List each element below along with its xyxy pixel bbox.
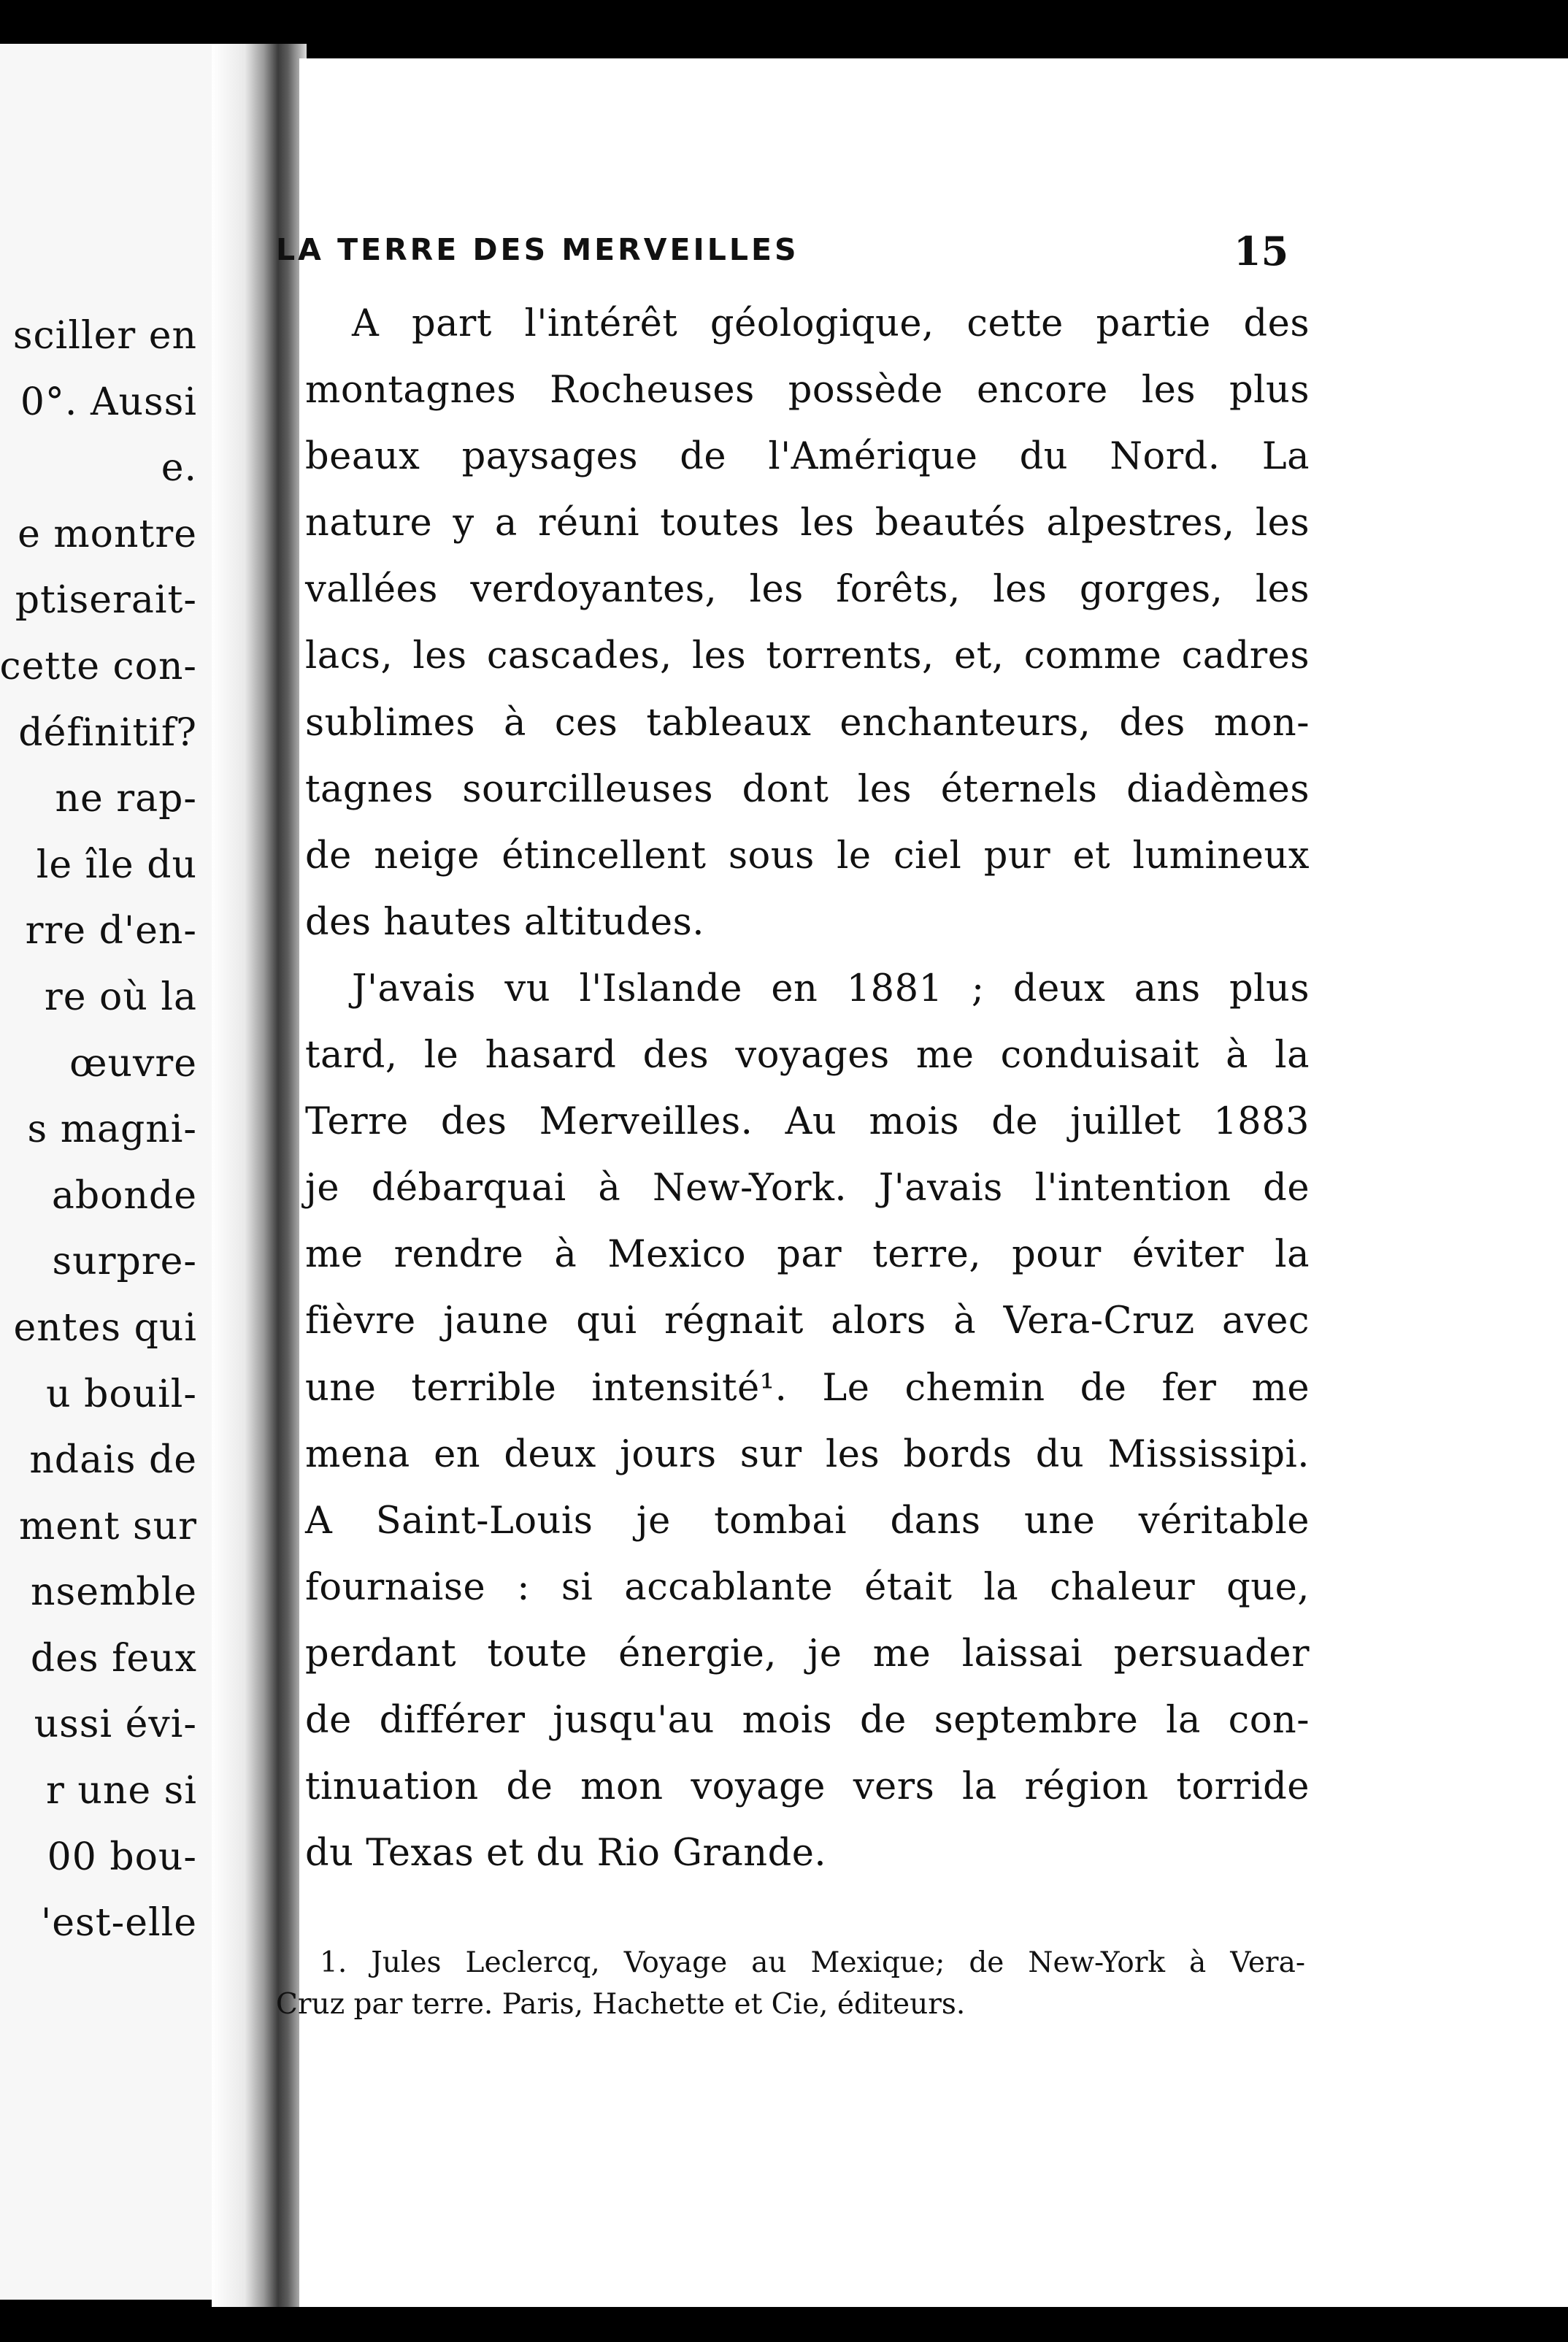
footnote [276, 1942, 1313, 2025]
text-line: de différer jusqu'au mois de septembre la con- [305, 1698, 1310, 1742]
previous-page-line: définitif? [18, 710, 197, 755]
text-line: je débarquai à New-York. J'avais l'intention de [305, 1167, 1310, 1210]
footnote-line: Cruz par terre. Paris, Hachette et Cie, éditeurs. [276, 1988, 966, 2021]
previous-page-line: des feux [30, 1636, 197, 1681]
text-line: fournaise : si accablante était la chaleur que, [305, 1565, 1310, 1609]
text-line: du Texas et du Rio Grande. [305, 1832, 827, 1875]
previous-page-line: surpre- [52, 1240, 197, 1284]
previous-page-line: sciller en [12, 314, 197, 358]
text-line: Terre des Merveilles. Au mois de juillet 1883 [305, 1100, 1310, 1144]
text-line: me rendre à Mexico par terre, pour éviter la [305, 1233, 1310, 1277]
text-line: nature y a réuni toutes les beautés alpestres, les [305, 502, 1310, 545]
previous-page-line: ne rap- [55, 777, 197, 821]
previous-page-line: le île du [36, 842, 197, 887]
previous-page-line: ptiserait- [15, 578, 197, 623]
previous-page-line: ndais de [29, 1438, 197, 1483]
text-line: tinuation de mon voyage vers la région torride [305, 1765, 1310, 1809]
previous-page-line: 'est-elle [40, 1901, 197, 1946]
previous-page-line: re où la [44, 975, 197, 1019]
page-number: 15 [1234, 228, 1289, 274]
main-text [305, 291, 1310, 1886]
text-line: J'avais vu l'Islande en 1881 ; deux ans plus [352, 967, 1310, 1010]
text-line: perdant toute énergie, je me laissai persuader [305, 1632, 1310, 1675]
text-line: vallées verdoyantes, les forêts, les gorges, les [305, 568, 1310, 612]
text-line: une terrible intensité¹. Le chemin de fer me [305, 1366, 1310, 1410]
previous-page-line: abonde [51, 1173, 197, 1218]
text-line: beaux paysages de l'Amérique du Nord. La [305, 435, 1310, 479]
previous-page-line: ussi évi- [34, 1702, 197, 1747]
previous-page-text [0, 303, 197, 1957]
previous-page-line: cette con- [0, 644, 197, 688]
text-line: tagnes sourcilleuses dont les éternels diadèmes [305, 767, 1310, 811]
text-line: fièvre jaune qui régnait alors à Vera-Cruz avec [305, 1299, 1310, 1343]
previous-page-line: œuvre [69, 1041, 197, 1086]
previous-page-line: 00 bou- [47, 1835, 197, 1879]
previous-page-line: e montre [18, 512, 197, 556]
footnote-line: 1. Jules Leclercq, Voyage au Mexique; de New-York à Vera- [320, 1946, 1305, 1979]
text-line: A Saint-Louis je tombai dans une véritable [305, 1499, 1310, 1543]
text-line: de neige étincellent sous le ciel pur et lumineux [305, 834, 1310, 878]
previous-page-line: rre d'en- [25, 909, 197, 953]
text-line: A part l'intérêt géologique, cette partie des [352, 302, 1310, 345]
previous-page-line: e. [161, 446, 197, 491]
text-line: sublimes à ces tableaux enchanteurs, des mon- [305, 701, 1310, 745]
previous-page-line: u bouil- [46, 1372, 197, 1416]
text-line: mena en deux jours sur les bords du Mississipi. [305, 1432, 1310, 1476]
previous-page [0, 44, 248, 2300]
previous-page-line: r une si [46, 1769, 197, 1813]
text-line: tard, le hasard des voyages me conduisait à la [305, 1034, 1310, 1078]
previous-page-line: nsemble [31, 1570, 197, 1615]
text-line: montagnes Rocheuses possède encore les plus [305, 369, 1310, 412]
previous-page-line: 0°. Aussi [20, 380, 197, 424]
text-line: des hautes altitudes. [305, 900, 704, 944]
text-line: lacs, les cascades, les torrents, et, comme cadres [305, 634, 1310, 678]
previous-page-line: ment sur [18, 1504, 197, 1548]
previous-page-line: entes qui [13, 1305, 197, 1350]
previous-page-line: s magni- [27, 1107, 197, 1152]
running-title: LA TERRE DES MERVEILLES [276, 232, 799, 267]
